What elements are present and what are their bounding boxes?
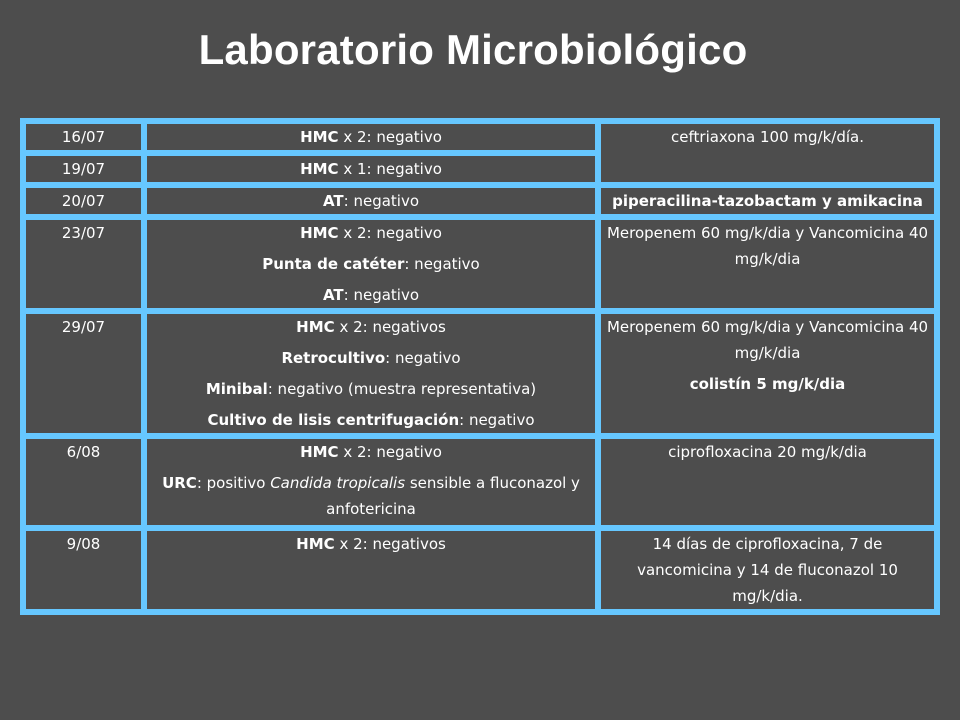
date-cell: 29/07	[23, 311, 144, 436]
table-row	[23, 528, 937, 612]
page-title: Laboratorio Microbiológico	[198, 26, 748, 73]
treatment-cell	[598, 121, 937, 185]
test-name: AT	[322, 192, 344, 210]
test-name: HMC	[300, 443, 339, 461]
treatment-cell	[598, 185, 937, 217]
treatment-cell	[598, 528, 937, 612]
table-row	[23, 217, 937, 311]
results-cell	[144, 528, 598, 612]
test-result: x 2: negativo	[338, 443, 442, 461]
test-result: : negativo (muestra representativa)	[267, 380, 537, 398]
test-name: Punta de catéter	[262, 255, 405, 273]
test-name: HMC	[296, 318, 335, 336]
treatment-line: Meropenem 60 mg/k/dia y Vancomicina 40 mg/k/dia	[606, 224, 929, 268]
treatment-line: Meropenem 60 mg/k/dia y Vancomicina 40 mg/k/dia	[606, 318, 929, 362]
test-name: Retrocultivo	[281, 349, 386, 367]
test-name: HMC	[300, 224, 339, 242]
test-result: x 2: negativos	[334, 535, 446, 553]
result-line	[151, 188, 591, 214]
result-line	[151, 124, 591, 150]
table-row	[23, 436, 937, 528]
test-result: : negativo	[404, 255, 480, 273]
results-cell	[144, 153, 598, 185]
test-name: Minibal	[205, 380, 268, 398]
test-result: x 2: negativo	[338, 224, 442, 242]
results-cell	[144, 217, 598, 311]
treatment-bold: piperacilina-tazobactam y amikacina	[612, 192, 923, 210]
table-row	[23, 121, 937, 153]
treatment-cell	[598, 436, 937, 528]
test-result-cont: sensible a fluconazol y anfotericina	[326, 474, 580, 518]
result-line	[151, 251, 591, 277]
test-name: HMC	[296, 535, 335, 553]
test-result: x 2: negativos	[334, 318, 446, 336]
result-line	[151, 345, 591, 371]
date-cell: 9/08	[23, 528, 144, 612]
test-result: : negativo	[385, 349, 461, 367]
date-cell: 19/07	[23, 153, 144, 185]
result-line	[151, 282, 591, 308]
result-line	[151, 156, 591, 182]
treatment-line	[605, 371, 930, 397]
test-name: HMC	[300, 128, 339, 146]
table-row	[23, 185, 937, 217]
date-cell: 20/07	[23, 185, 144, 217]
test-result: : negativo	[343, 286, 420, 304]
results-cell	[144, 185, 598, 217]
results-cell	[144, 436, 598, 528]
result-line	[151, 314, 591, 340]
treatment-line: 14 días de ciprofloxacina, 7 de vancomicina y 14 de fluconazol 10 mg/k/dia.	[637, 535, 898, 605]
test-result: x 2: negativo	[338, 128, 442, 146]
results-cell	[144, 121, 598, 153]
test-name: URC	[162, 474, 197, 492]
result-line	[151, 376, 591, 402]
treatment-bold: colistín 5 mg/k/dia	[689, 375, 846, 393]
test-result: : negativo	[459, 411, 535, 429]
result-line	[151, 407, 591, 433]
treatment-line: ceftriaxona 100 mg/k/día.	[671, 128, 864, 146]
test-result: : negativo	[343, 192, 420, 210]
date-cell: 23/07	[23, 217, 144, 311]
test-name: Cultivo de lisis centrifugación	[207, 411, 460, 429]
lab-results-table	[20, 118, 940, 615]
table-row	[23, 311, 937, 436]
test-name: AT	[322, 286, 344, 304]
date-cell: 6/08	[23, 436, 144, 528]
treatment-cell	[598, 311, 937, 436]
organism-name: Candida tropicalis	[270, 474, 406, 492]
result-line	[151, 470, 591, 522]
treatment-line: ciprofloxacina 20 mg/k/dia	[668, 443, 867, 461]
test-result: x 1: negativo	[338, 160, 442, 178]
treatment-cell	[598, 217, 937, 311]
results-cell	[144, 311, 598, 436]
result-line	[151, 439, 591, 465]
result-line	[151, 220, 591, 246]
result-line	[151, 531, 591, 557]
test-result: : positivo	[196, 474, 271, 492]
test-name: HMC	[300, 160, 339, 178]
date-cell: 16/07	[23, 121, 144, 153]
treatment-line	[605, 188, 930, 214]
